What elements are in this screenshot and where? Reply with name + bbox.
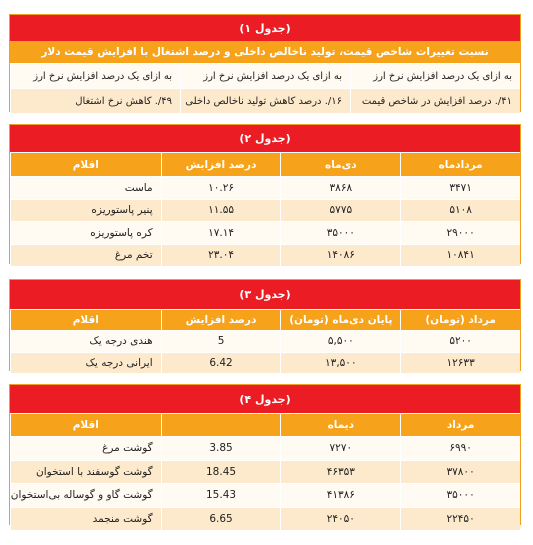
table-row xyxy=(10,352,520,374)
cell-value: ۲۴۰۵۰ xyxy=(280,508,400,531)
cell-value: ۳۷۸۰۰ xyxy=(400,461,520,484)
cell-value: ۲۲۴۵۰ xyxy=(400,508,520,531)
item-name: ماست xyxy=(10,177,161,199)
item-name: گوشت گاو و گوساله بی‌استخوان xyxy=(10,484,161,507)
column-header: دیماه xyxy=(280,414,400,436)
cell-value: ۳۸۶۸ xyxy=(280,177,400,199)
table-3-title: (جدول ۳) xyxy=(10,280,520,309)
table-row xyxy=(10,436,520,460)
cell-value: ۳۵۰۰۰ xyxy=(400,484,520,507)
table-2-title: (جدول ۲) xyxy=(10,125,520,152)
cell-value: ۱۰۸۴۱ xyxy=(400,245,520,267)
table-2-header-row xyxy=(10,152,520,176)
table-3 xyxy=(9,279,521,371)
table-1-subtitle: نسبت تغییرات شاخص قیمت، تولید ناخالص داخلی و درصد اشتغال با افزایش قیمت دلار xyxy=(10,41,520,63)
table-2 xyxy=(9,124,521,264)
column-header: مرداد xyxy=(400,414,520,436)
table-4 xyxy=(9,384,521,525)
cell-value: 18.45 xyxy=(161,461,281,484)
column-header: اقلام xyxy=(10,414,161,436)
item-name: گوشت گوسفند با استخوان xyxy=(10,461,161,484)
table-1-title: (جدول ۱) xyxy=(10,15,520,41)
table-1-header-row xyxy=(10,63,520,88)
table-1-header: به ازای یک درصد افزایش نرخ ارز xyxy=(350,64,520,88)
column-header: پایان دی‌ماه (تومان) xyxy=(280,310,400,330)
table-1-header: به ازای یک درصد افزایش نرخ ارز xyxy=(10,64,180,88)
table-4-header-row xyxy=(10,413,520,436)
table-1-value: ۴۱/. درصد افزایش در شاخص قیمت xyxy=(350,89,520,113)
column-header: درصد افزایش xyxy=(161,153,281,176)
table-4-title: (جدول ۴) xyxy=(10,385,520,413)
column-header: مرداد (تومان) xyxy=(400,310,520,330)
cell-value: ۵۲۰۰ xyxy=(400,331,520,352)
cell-value: ۵۱۰۸ xyxy=(400,200,520,222)
item-name: کره پاستوریزه xyxy=(10,222,161,244)
cell-value: ۷۲۷۰ xyxy=(280,437,400,460)
table-1 xyxy=(9,14,521,112)
cell-value: 5 xyxy=(161,331,281,352)
cell-value: ۳۴۷۱ xyxy=(400,177,520,199)
cell-value: ۱۳,۵۰۰ xyxy=(280,353,400,374)
cell-value: ۲۳.۰۴ xyxy=(161,245,281,267)
table-row xyxy=(10,460,520,484)
table-1-header: به ازای یک درصد افزایش نرخ ارز xyxy=(180,64,350,88)
column-header xyxy=(161,414,281,436)
cell-value: ۵,۵۰۰ xyxy=(280,331,400,352)
table-1-value: ۱۶/. درصد کاهش تولید ناخالص داخلی xyxy=(180,89,350,113)
cell-value: ۶۹۹۰ xyxy=(400,437,520,460)
cell-value: ۱۰.۲۶ xyxy=(161,177,281,199)
cell-value: ۲۹۰۰۰ xyxy=(400,222,520,244)
cell-value: 6.65 xyxy=(161,508,281,531)
table-1-value: ۴۹/. کاهش نرخ اشتغال xyxy=(10,89,180,113)
table-3-header-row xyxy=(10,309,520,330)
table-row xyxy=(10,221,520,244)
column-header: دی‌ماه xyxy=(280,153,400,176)
column-header: درصد افزایش xyxy=(161,310,281,330)
table-row xyxy=(10,199,520,222)
item-name: گوشت مرغ xyxy=(10,437,161,460)
cell-value: ۴۶۳۵۳ xyxy=(280,461,400,484)
cell-value: ۴۱۳۸۶ xyxy=(280,484,400,507)
item-name: پنیر پاستوریزه xyxy=(10,200,161,222)
cell-value: ۱۲۶۳۳ xyxy=(400,353,520,374)
item-name: تخم مرغ xyxy=(10,245,161,267)
item-name: هندی درجه یک xyxy=(10,331,161,352)
item-name: ایرانی درجه یک xyxy=(10,353,161,374)
table-row xyxy=(10,176,520,199)
item-name: گوشت منجمد xyxy=(10,508,161,531)
cell-value: ۱۷.۱۴ xyxy=(161,222,281,244)
column-header: اقلام xyxy=(10,310,161,330)
column-header: اقلام xyxy=(10,153,161,176)
cell-value: ۱۱.۵۵ xyxy=(161,200,281,222)
table-row xyxy=(10,507,520,531)
table-row xyxy=(10,330,520,352)
cell-value: ۵۷۷۵ xyxy=(280,200,400,222)
table-row xyxy=(10,244,520,267)
cell-value: ۱۴۰۸۶ xyxy=(280,245,400,267)
table-1-value-row xyxy=(10,88,520,113)
cell-value: 3.85 xyxy=(161,437,281,460)
column-header: مردادماه xyxy=(400,153,520,176)
cell-value: ۳۵۰۰۰ xyxy=(280,222,400,244)
cell-value: 6.42 xyxy=(161,353,281,374)
cell-value: 15.43 xyxy=(161,484,281,507)
table-row xyxy=(10,483,520,507)
